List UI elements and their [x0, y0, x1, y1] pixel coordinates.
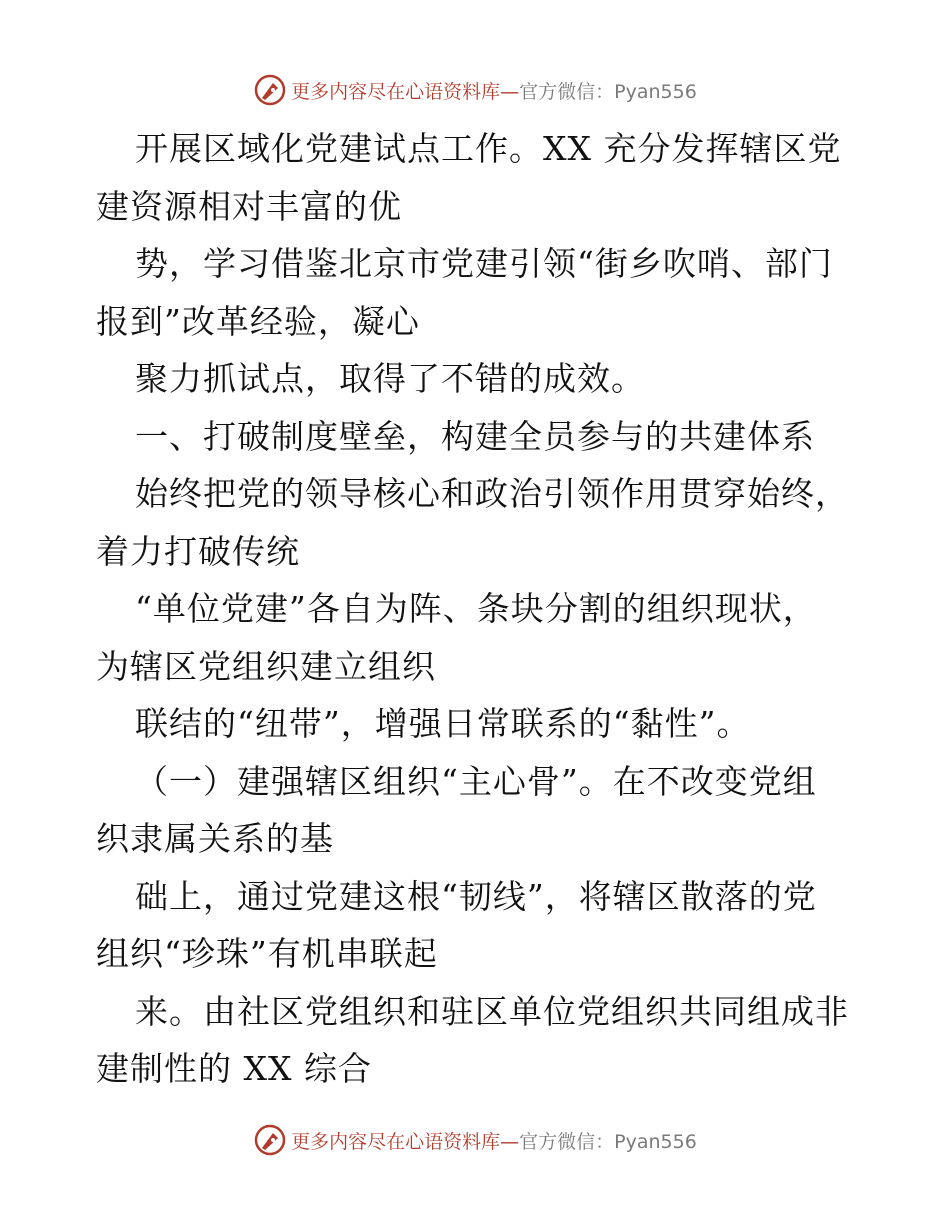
text-line: 开展区域化党建试点工作。XX 充分发挥辖区党 — [135, 129, 842, 168]
text-line: 一、打破制度壁垒，构建全员参与的共建体系 — [135, 416, 815, 456]
text-line: 织隶属关系的基 — [96, 819, 334, 858]
watermark-text: 更多内容尽在心语资料库—官方微信：Pyan556 — [291, 1130, 697, 1153]
watermark-text: 更多内容尽在心语资料库—官方微信：Pyan556 — [291, 80, 697, 103]
text-line: （一）建强辖区组织“主心骨”。在不改变党组 — [135, 761, 817, 801]
pen-nib-circle-icon — [253, 1123, 287, 1157]
text-line: 联结的“纽带”，增强日常联系的“黏性”。 — [135, 704, 751, 743]
document-body — [96, 120, 876, 1098]
text-line: 始终把党的领导核心和政治引领作用贯穿始终， — [135, 474, 849, 513]
text-line: 报到”改革经验，凝心 — [96, 301, 420, 341]
watermark-header — [0, 70, 950, 110]
text-line: 建资源相对丰富的优 — [96, 186, 402, 226]
text-line: 来。由社区党组织和驻区单位党组织共同组成非 — [135, 991, 849, 1031]
text-line: 势，学习借鉴北京市党建引领“街乡吹哨、部门 — [135, 244, 833, 283]
text-line: 着力打破传统 — [96, 531, 300, 571]
watermark-footer — [0, 1120, 950, 1160]
text-line: 建制性的 XX 综合 — [96, 1049, 372, 1088]
text-line: 础上，通过党建这根“韧线”，将辖区散落的党 — [135, 876, 817, 916]
pen-nib-circle-icon — [253, 73, 287, 107]
text-line: “单位党建”各自为阵、条块分割的组织现状， — [135, 589, 817, 628]
text-line: 为辖区党组织建立组织 — [96, 646, 436, 686]
text-line: 聚力抓试点，取得了不错的成效。 — [135, 359, 645, 398]
text-line: 组织“珍珠”有机串联起 — [96, 934, 438, 973]
